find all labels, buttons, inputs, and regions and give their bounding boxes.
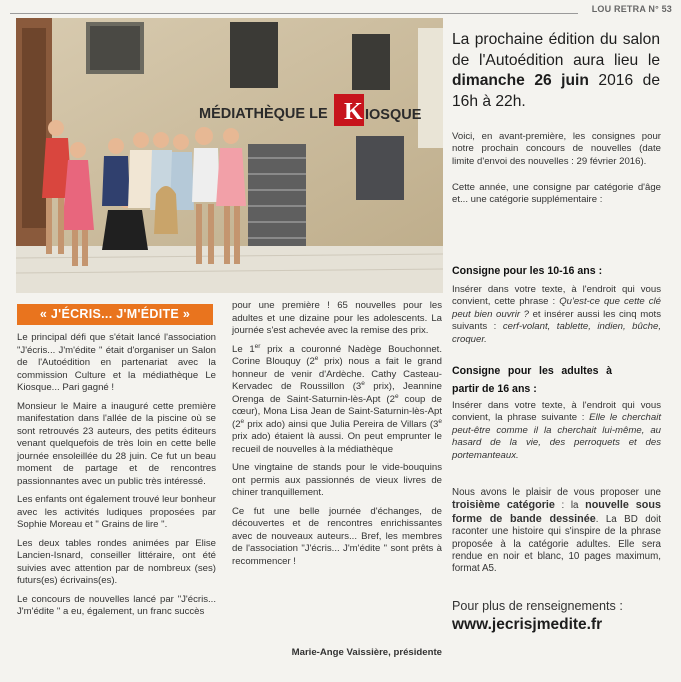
text-span: Insérer dans votre texte, à l'endroit qui vous convient, la phrase suivante : (452, 400, 661, 424)
bold-span: troisième catégorie (452, 499, 555, 512)
signature: Marie-Ange Vaissière, présidente (291, 647, 442, 658)
article-paragraph: Le concours de nouvelles lancé par "J'écris... J'm'édite " a eu, également, un franc succès (17, 593, 216, 617)
paragraph-bd (452, 487, 661, 576)
article-paragraph: pour une première ! 65 nouvelles pour les adultes et une dizaine pour les adolescents. La journée s'est achevée avec la remise des prix. (232, 300, 442, 336)
quote-span: Elle le cherchait peut-être comme il la cherchait lui-même, au hasard de la vie, des perroquets et des portemanteaux. (452, 412, 661, 461)
category-intro (452, 182, 661, 207)
page-header (10, 4, 674, 16)
consigne-adultes (452, 362, 612, 398)
website-link[interactable]: www.jecrisjmedite.fr (452, 616, 603, 633)
superscript: e (394, 392, 399, 400)
consigne-adultes-body (452, 400, 661, 462)
text-span: Le 1 (232, 343, 255, 355)
intro-paragraph: Voici, en avant-première, les consignes pour notre prochain concours de nouvelles (date limite d'envoi des nouvelles : 29 février 2016). (452, 131, 661, 167)
article-paragraph: Le principal défi que s'était lancé l'association "J'écris... J'm'édite " était d'organiser un Salon de l'Autoédition en partenariat avec la commission Culture et la médiathèque Le Kiosque... Pari gagné ! (17, 332, 216, 393)
consignes-intro (452, 131, 661, 168)
superscript: e (314, 354, 319, 362)
article-paragraph: Les deux tables rondes animées par Elise Lancien-Isnard, conseiller littéraire, ont été suivies avec attention par de nombreux (ses) futurs(es) écrivains(es). (17, 537, 216, 586)
bold-span: nouvelle sous forme de bande dessinée (452, 499, 662, 525)
paragraph-10-16 (452, 284, 661, 346)
category-paragraph: Cette année, une consigne par catégorie d'âge et... une catégorie supplémentaire : (452, 182, 661, 206)
text-span: prix ado) étaient là aussi. On peut emprunter le recueil de nouvelles à la médiathèque (232, 431, 442, 455)
article-column-1 (17, 332, 216, 625)
text-span: et insérer aussi les cinq mots suivants : (452, 308, 661, 333)
article-paragraph: Ce fut une belle journée d'échanges, de découvertes et de rencontres enrichissantes avec de nouveaux auteurs... Bref, les membres de l'association "J'écris... J'm'édite " sont prêts à recommencer ! (232, 505, 442, 567)
consigne-bd (452, 487, 661, 576)
text-span: Nous avons le plaisir de vous proposer une (452, 487, 661, 498)
superscript: e (240, 417, 245, 425)
text-span: Insérer dans votre texte, à l'endroit qui vous convient, cette phrase : (452, 284, 661, 308)
mediatheque-sign: MÉDIATHÈQUE LE (199, 106, 328, 122)
superscript: e (361, 379, 365, 387)
article-paragraph: Les enfants ont également trouvé leur bonheur avec les activités ludiques proposées par Sophie Moreau et " Grains de lire ". (17, 494, 216, 530)
text-span: . La BD doit raconter une histoire qui s'inspire de la phrase proposée à la catégorie adultes. Elle sera rendue en noir et blanc, 10 pages maximum, format A5. (452, 513, 661, 575)
announcement-text-end: 2016 de 16h à 22h. (452, 72, 660, 110)
heading-10-16: Consigne pour les 10-16 ans : (452, 265, 603, 277)
announcement-text: La prochaine édition du salon de l'Autoédition aura lieu le (452, 31, 660, 69)
article-column-2 (232, 300, 442, 574)
article-paragraph: Une vingtaine de stands pour le vide-bouquins ont permis aux passionnés de vieux livres de chiner tranquillement. (232, 462, 442, 498)
article-paragraph: Monsieur le Maire a inauguré cette première manifestation dans l'allée de la piscine où se sont retrouvés 23 auteurs, des petits éditeurs venant quelquefois de très loin en cette belle journée ensoleillée du 28 juin. Ce fut un beau moment de partage et de rencontres passionnantes avec un public très intéressé. (17, 400, 216, 487)
prize-paragraph (232, 344, 442, 457)
text-span: prix), Jeannine Orenga de Saint-Saturnin-lès-Apt (2 (232, 381, 442, 405)
consigne-10-16 (452, 265, 661, 277)
consigne-10-16-body (452, 284, 661, 346)
announcement (452, 30, 660, 112)
superscript: er (254, 342, 261, 350)
heading-adultes: Consigne pour les adultes à partir de 16 ans : (452, 365, 612, 395)
text-span: coup de cœur), Mona Lisa Jean de Saint-Saturnin-lès-Apt (2 (232, 393, 443, 430)
paragraph-adultes (452, 400, 661, 462)
section-rubric: « J'ÉCRIS... J'M'ÉDITE » (17, 304, 213, 325)
text-span: prix) nous a fait le grand honneur de venir d'Ardèche. Cathy Casteau-Kervadec de Roussillon (3 (232, 356, 442, 392)
issue-number: LOU RETRA N° 53 (591, 4, 672, 14)
text-span: prix ado) ainsi que Julia Pereira de Villars (3 (244, 418, 439, 430)
more-info-label: Pour plus de renseignements : (452, 599, 623, 613)
text-span: : la (554, 500, 586, 512)
mediatheque-group-photo (16, 18, 443, 293)
announcement-date: dimanche 26 juin (452, 72, 589, 90)
header-rule (10, 13, 578, 14)
svg-text:K: K (344, 99, 363, 125)
quote-span: Qu'est-ce que cette clé peut bien ouvrir ? (452, 296, 661, 320)
superscript: e (438, 417, 442, 425)
text-span: prix a couronné Nadège Bouchonnet. Corine Blouquy (2 (232, 343, 442, 367)
svg-text:IOSQUE: IOSQUE (365, 107, 422, 123)
words-span: cerf-volant, tablette, indien, bûche, croquer. (452, 321, 661, 345)
